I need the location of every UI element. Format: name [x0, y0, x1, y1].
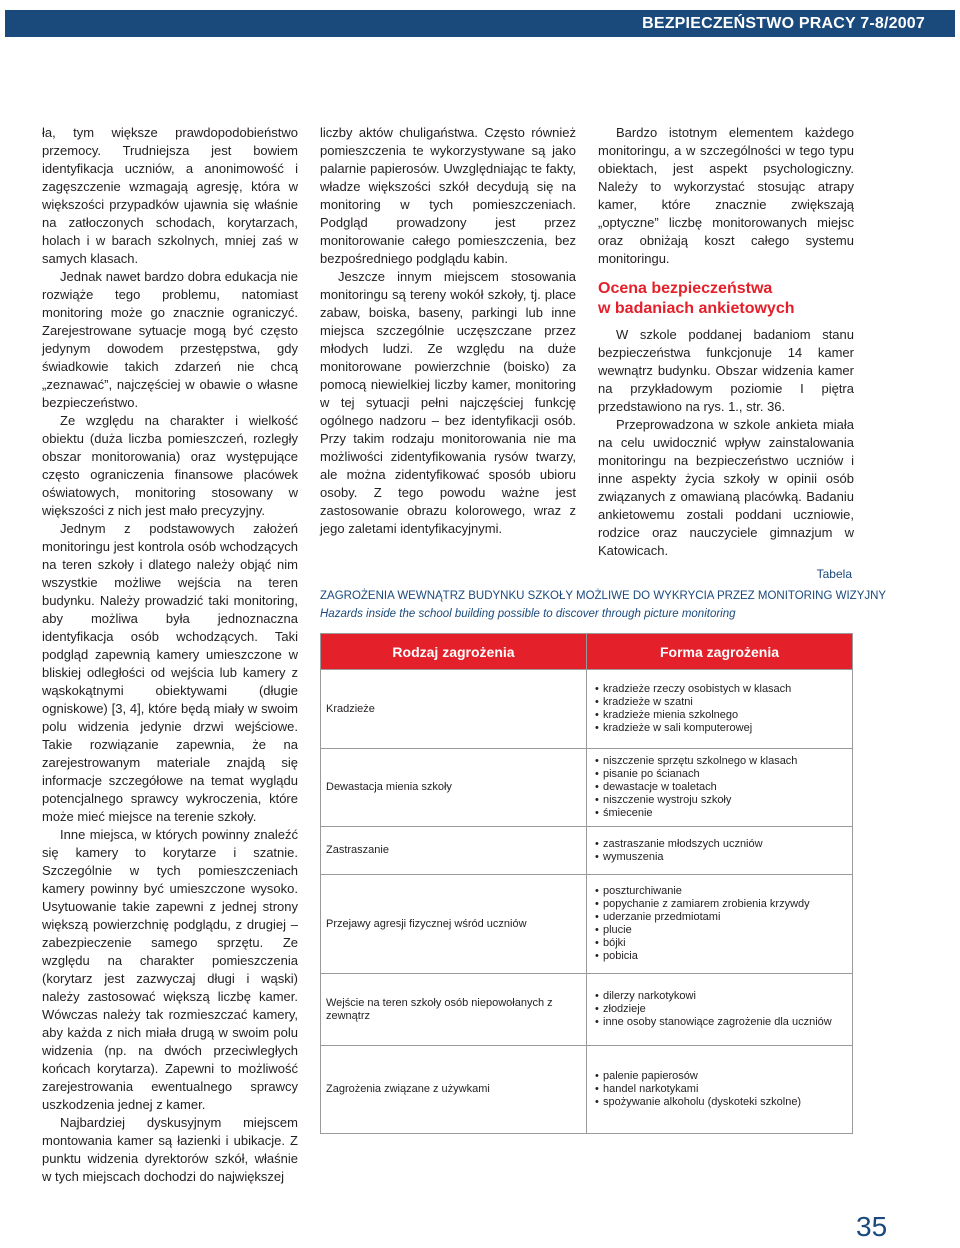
section-heading-line: w badaniach ankietowych [598, 300, 795, 317]
paragraph: Jednym z podstawowych założeń monitoringu jest kontrola osób wchodzących na teren szkoły i dlatego należy objąć nim wszystkie możliwe wejścia na teren budynku. Należy prowadzić taki monitoring, aby możliwa była jednoznaczna identyfikacja osób wchodzących. Taki podgląd zapewnią kamery umieszczone w bliskiej odległości od wejścia lub kamery z wąskokątnymi obiektywami (długie ogniskowe) [3, 4], które będą miały w swoim polu widzenia jedynie drzwi wejściowe. Takie rozwiązanie zapewnia, że na zarejestrowanym materiale znajdą się informacje szczegółowe na temat wyglądu potencjalnego sprawcy wykroczenia, które może mieć miejsce na terenie szkoły. [42, 521, 298, 824]
table-row [321, 974, 853, 1046]
hazards-table [320, 633, 853, 1134]
hazard-type: Przejawy agresji fizycznej wśród uczniów [321, 875, 587, 974]
table-row [321, 670, 853, 749]
list-item: • pisanie po ścianach [595, 768, 847, 781]
list-item: • handel narkotykami [595, 1083, 847, 1096]
hazard-forms [587, 974, 853, 1046]
paragraph: Przeprowadzona w szkole ankieta miała na celu uwidocznić wpływ zainstalowania monitoringu na bezpieczeństwo uczniów i inne aspekty życia szkoły w opinii osób związanych z omawianą placówką. Badaniu ankietowemu zostali poddani uczniowie, rodzice oraz nauczyciele gimnazjum w Katowicach. [598, 417, 854, 558]
paragraph: Jednak nawet bardzo dobra edukacja nie rozwiąże tego problemu, natomiast monitoring może go znacznie ograniczyć. Zarejestrowane sytuacje mogą być często jedynym dowodem przestępstwa, gdy świadkowie takich zdarzeń nie chcą „zeznawać”, najczęściej w obawie o własne bezpieczeństwo. [42, 269, 298, 410]
table-row [321, 1046, 853, 1134]
text-column-3 [598, 124, 854, 560]
page-number: 35 [856, 1211, 888, 1242]
table-subtitle: Hazards inside the school building possible to discover through picture monitoring [320, 608, 736, 620]
hazard-forms [587, 749, 853, 827]
list-item: • bójki [595, 937, 847, 950]
table-row [321, 875, 853, 974]
hazard-forms [587, 670, 853, 749]
paragraph: Bardzo istotnym elementem każdego monitoringu, a w szczególności w tego typu obiektach, jest aspekt psychologiczny. Należy to wykorzystać stosując atrapy kamer, które znacznie zwiększają „optyczne” liczbę monitorowanych miejsc oraz obniżają koszt całego systemu monitoringu. [598, 125, 854, 266]
list-item: • palenie papierosów [595, 1070, 847, 1083]
list-item: • popychanie z zamiarem zrobienia krzywdy [595, 898, 847, 911]
list-item: • spożywanie alkoholu (dyskoteki szkolne) [595, 1096, 847, 1109]
list-item: • uderzanie przedmiotami [595, 911, 847, 924]
section-heading [598, 279, 854, 319]
table-title: ZAGROŻENIA WEWNĄTRZ BUDYNKU SZKOŁY MOŻLIWE DO WYKRYCIA PRZEZ MONITORING WIZYJNY [320, 590, 887, 602]
hazard-type: Dewastacja mienia szkoły [321, 749, 587, 827]
list-item: • śmiecenie [595, 807, 847, 820]
table-header-row [321, 634, 853, 670]
paragraph: liczby aktów chuligaństwa. Często również pomieszczenia te wykorzystywane są jako palarnie papierosów. Uwzględniając te fakty, władze większości szkół decydują się na monitoring w tych pomieszczeniach. Podgląd prowadzony jest przez monitorowanie całego pomieszczenia, bez bezpośredniego podglądu kabin. [320, 125, 576, 266]
list-item: • dilerzy narkotykowi [595, 990, 847, 1003]
paragraph: Jeszcze innym miejscem stosowania monitoringu są tereny wokół szkoły, tj. place zabaw, boiska, baseny, parkingi lub inne miejsca szczególnie uczęszczane przez młodych ludzi. Ze względu na duże monitorowane powierzchnie (boisko) za pomocą niewielkiej liczby kamer, monitoring w tej sytuacji pełni najczęściej funkcję ogólnego nadzoru – bez identyfikacji osób. Przy takim rodzaju monitorowania nie ma możliwości zidentyfikowania rysów twarzy, ale można zidentyfikować sposób ubioru osoby. Z tego powodu ważne jest zastosowanie obrazu kolorowego, wraz z jego zaletami identyfikacyjnymi. [320, 269, 576, 536]
hazard-type: Zagrożenia związane z używkami [321, 1046, 587, 1134]
list-item: • dewastacje w toaletach [595, 781, 847, 794]
table-row [321, 749, 853, 827]
paragraph: W szkole poddanej badaniom stanu bezpieczeństwa funkcjonuje 14 kamer wewnątrz budynku. Obszar widzenia kamer na przykładowym poziomie I piętra przedstawiono na rys. 1., str. 36. [598, 327, 854, 414]
column-header: Forma zagrożenia [587, 634, 853, 670]
list-item: • zastraszanie młodszych uczniów [595, 838, 847, 851]
list-item: • kradzieże w sali komputerowej [595, 722, 847, 735]
paragraph: ła, tym większe prawdopodobieństwo przemocy. Trudniejsza jest bowiem identyfikacja uczniów, a anonimowość i zagęszczenie wzmagają agresję, która w większości przypadków ujawnia się właśnie na zatłoczonych schodach, korytarzach, holach i w barach szkolnych, mniej zaś w samych klasach. [42, 125, 298, 266]
column-header: Rodzaj zagrożenia [321, 634, 587, 670]
list-item: • niszczenie sprzętu szkolnego w klasach [595, 755, 847, 768]
journal-title: BEZPIECZEŃSTWO PRACY 7-8/2007 [642, 15, 925, 32]
header-bar [5, 10, 955, 37]
paragraph: Najbardziej dyskusyjnym miejscem montowania kamer są łazienki i ubikacje. Z punktu widzenia dyrektorów szkół, właśnie w tych miejscach dochodzi do największej [42, 1115, 298, 1184]
list-item: • plucie [595, 924, 847, 937]
list-item: • kradzieże mienia szkolnego [595, 709, 847, 722]
paragraph: Ze względu na charakter i wielkość obiektu (duża liczba pomieszczeń, rozległy obszar monitorowania) oraz występujące często ograniczenia finansowe placówek oświatowych, monitoring stosowany w większości z nich jest mało precyzyjny. [42, 413, 298, 518]
list-item: • poszturchiwanie [595, 885, 847, 898]
hazard-forms [587, 1046, 853, 1134]
text-column-2 [320, 124, 576, 538]
list-item: • kradzieże rzeczy osobistych w klasach [595, 683, 847, 696]
list-item: • pobicia [595, 950, 847, 963]
list-item: • inne osoby stanowiące zagrożenie dla uczniów [595, 1016, 847, 1029]
list-item: • wymuszenia [595, 851, 847, 864]
list-item: • niszczenie wystroju szkoły [595, 794, 847, 807]
hazard-type: Zastraszanie [321, 827, 587, 875]
text-column-1 [42, 124, 298, 1186]
table-row [321, 827, 853, 875]
hazard-forms [587, 875, 853, 974]
table-label: Tabela [816, 567, 852, 581]
list-item: • złodzieje [595, 1003, 847, 1016]
paragraph: Inne miejsca, w których powinny znaleźć się kamery to korytarze i szatnie. Szczególnie w tych pomieszczeniach kamery powinny być umieszczone wysoko. Usytuowanie takie zapewni z jednej strony większą powierzchnię podglądu, z drugiej – zabezpieczenie samego sprzętu. Ze względu na charakter pomieszczenia (korytarz jest zazwyczaj długi i wąski) należy zastosować większą liczbę kamer. Wówczas należy tak rozmieszczać kamery, aby każda z nich miała drugą w swoim polu widzenia (np. na dwóch przeciwległych końcach korytarza). Zapewni to możliwość zarejestrowania ewentualnego sprawcy uszkodzenia jednej z kamer. [42, 827, 298, 1112]
hazard-type: Kradzieże [321, 670, 587, 749]
hazard-forms [587, 827, 853, 875]
hazard-type: Wejście na teren szkoły osób niepowołanych z zewnątrz [321, 974, 587, 1046]
section-heading-line: Ocena bezpieczeństwa [598, 280, 773, 297]
list-item: • kradzieże w szatni [595, 696, 847, 709]
